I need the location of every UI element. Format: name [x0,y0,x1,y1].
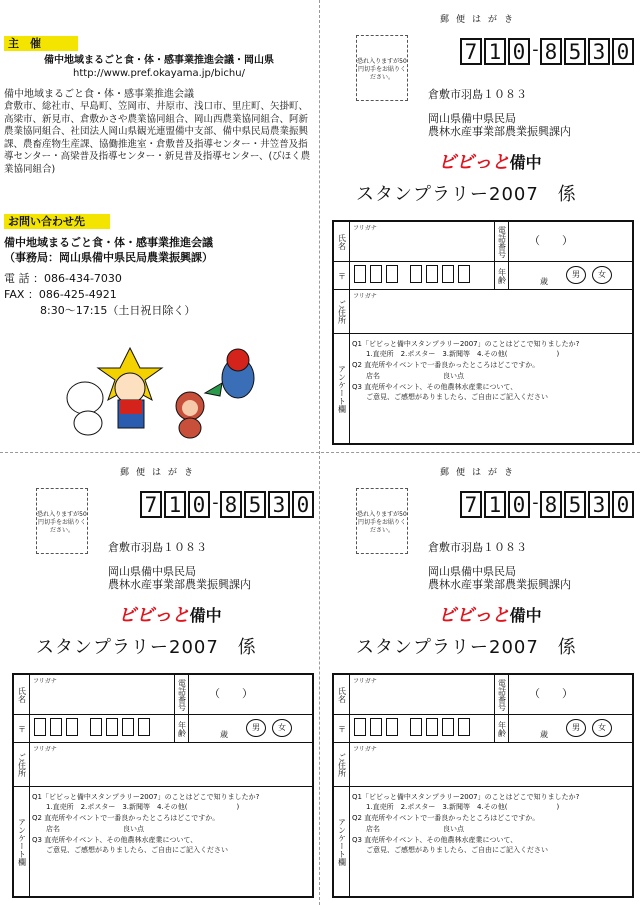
logo-red-text: ビビっと [438,152,510,173]
question-3-note: ご意見、ご感想がありましたら、ご自由にご記入ください [366,846,548,854]
phone-field[interactable]: （ ） [529,687,573,700]
question-3: Q3 直売所やイベント、その他農林水産業について、 [32,836,198,844]
age-label: 年齢 [495,262,509,289]
contact-office: （事務局：岡山県備中県民局農業振興課） [4,251,213,264]
furigana-label: フリガナ [353,746,377,753]
zip-input-box[interactable] [354,718,366,736]
address-row [334,290,632,334]
question-3-note: ご意見、ご感想がありましたら、ご自由にご記入ください [366,393,548,401]
name-label: 氏名 [334,675,350,714]
logo-black-text: 備中 [509,606,542,625]
age-unit: 歳 [540,277,548,286]
question-1: Q1「ビビっと備中スタンプラリー2007」のことはどこで知りましたか? [352,793,580,801]
phone-label: 電話番号 [495,675,509,714]
address-label: ご住所 [334,743,350,786]
zip-digit: 5 [564,38,586,65]
address-line-2: 岡山県備中県民局 [428,112,516,125]
address-line-2: 岡山県備中県民局 [428,565,516,578]
zip-label: 〒 [14,715,30,742]
zip-input-box[interactable] [442,718,454,736]
zip-input-box[interactable] [370,265,382,283]
zip-code-boxes [460,491,636,518]
zip-input-box[interactable] [410,265,422,283]
question-1-options[interactable]: 1.直売所 2.ポスター 3.新聞等 4.その他( ) [366,803,560,811]
zip-separator: - [530,39,541,60]
address-label: ご住所 [334,290,350,333]
zip-digit: 7 [140,491,162,518]
zip-digit: 5 [244,491,266,518]
logo-red-text: ビビっと [118,605,190,626]
zip-separator: - [530,492,541,513]
male-option[interactable]: 男 [246,719,266,737]
contact-org: 備中地域まるごと食・体・感事業推進会議 [4,236,213,249]
logo-black-text: 備中 [189,606,222,625]
zip-digit: 0 [508,38,530,65]
furigana-label: フリガナ [353,678,377,685]
info-panel [0,0,318,450]
zip-digit: 0 [612,491,634,518]
zip-age-row [334,262,632,290]
phone-field[interactable]: （ ） [209,687,253,700]
zip-digit: 7 [460,38,482,65]
phone-field[interactable]: （ ） [529,234,573,247]
stamp-box: 恐れ入りますが50円切手をお貼りください。 [356,35,408,101]
zip-digit: 0 [612,38,634,65]
event-logo [438,601,542,627]
male-option[interactable]: 男 [566,266,586,284]
furigana-label: フリガナ [353,225,377,232]
zip-digit: 3 [268,491,290,518]
question-2-fields[interactable]: 店名 良い点 [46,825,144,833]
question-1: Q1「ビビっと備中スタンプラリー2007」のことはどこで知りましたか? [352,340,580,348]
member-list: 倉敷市、総社市、早島町、笠岡市、井原市、浅口市、里庄町、矢掛町、高梁市、新見市、倉敷かさや農業協同組合、岡山西農業協同組合、阿新農業協同組合、社団法人岡山県観光連盟備中支部、備中県民局農業振興課、農畜産物生産課、協働推進室・倉敷普及指導センター・井笠普及指導センター・高梁普及指導センター・新見普及指導センター、(びほく農業協同組合) [4,101,311,175]
reply-form [12,673,314,898]
question-3: Q3 直売所やイベント、その他農林水産業について、 [352,383,518,391]
zip-input-box[interactable] [386,718,398,736]
address-line-3: 農林水産事業部農業振興課内 [428,578,571,591]
zip-label: 〒 [334,715,350,742]
name-row [334,222,632,262]
sponsor-url[interactable]: http://www.pref.okayama.jp/bichu/ [73,68,245,79]
sponsor-name: 備中地域まるごと食・体・感事業推進会議・岡山県 [44,55,274,66]
name-label: 氏名 [334,222,350,261]
zip-input-box[interactable] [106,718,118,736]
zip-digit: 1 [484,491,506,518]
question-2-fields[interactable]: 店名 良い点 [366,825,464,833]
male-option[interactable]: 男 [566,719,586,737]
question-3: Q3 直売所やイベント、その他農林水産業について、 [352,836,518,844]
survey-label: アンケート欄 [334,787,350,896]
zip-digit: 8 [540,491,562,518]
female-option[interactable]: 女 [592,719,612,737]
card-header: 郵便はがき [439,468,520,478]
zip-input-box[interactable] [426,718,438,736]
furigana-label: フリガナ [33,746,57,753]
zip-input-box[interactable] [442,265,454,283]
phone-label: 電話番号 [495,222,509,261]
zip-input-box[interactable] [66,718,78,736]
address-line-3: 農林水産事業部農業振興課内 [108,578,251,591]
name-row [14,675,312,715]
survey-row [334,787,632,896]
age-unit: 歳 [540,730,548,739]
stamp-box: 恐れ入りますが50円切手をお貼りください。 [356,488,408,554]
address-label: ご住所 [14,743,30,786]
zip-code-boxes [140,491,316,518]
contact-tag: お問い合わせ先 [4,214,110,229]
card-header: 郵便はがき [439,15,520,25]
zip-input-box[interactable] [50,718,62,736]
furigana-label: フリガナ [353,293,377,300]
postcard-3 [320,453,640,905]
female-option[interactable]: 女 [272,719,292,737]
zip-digit: 3 [588,38,610,65]
zip-age-row [334,715,632,743]
zip-input-box[interactable] [354,265,366,283]
survey-label: アンケート欄 [14,787,30,896]
furigana-label: フリガナ [33,678,57,685]
event-logo [438,148,542,174]
stamp-box: 恐れ入りますが50円切手をお貼りください。 [36,488,88,554]
female-option[interactable]: 女 [592,266,612,284]
reply-form [332,673,634,898]
zip-digit: 8 [540,38,562,65]
recipient-title: スタンプラリー2007 係 [356,184,577,205]
zip-input-box[interactable] [122,718,134,736]
zip-input-box[interactable] [386,265,398,283]
question-3-note: ご意見、ご感想がありましたら、ご自由にご記入ください [46,846,228,854]
question-1-options[interactable]: 1.直売所 2.ポスター 3.新聞等 4.その他( ) [366,350,560,358]
name-row [334,675,632,715]
address-row [334,743,632,787]
zip-input-box[interactable] [458,265,470,283]
reply-form [332,220,634,445]
question-2: Q2 直売所やイベントで一番良かったところはどこですか。 [352,814,540,822]
contact-fax: FAX ：086-425-4921 [4,288,117,301]
survey-label: アンケート欄 [334,334,350,443]
zip-input-box[interactable] [458,718,470,736]
question-1-options[interactable]: 1.直売所 2.ポスター 3.新聞等 4.その他( ) [46,803,240,811]
survey-row [14,787,312,896]
contact-hours: 8:30〜17:15（土日祝日除く） [40,304,196,317]
question-2: Q2 直売所やイベントで一番良かったところはどこですか。 [32,814,220,822]
address-row [14,743,312,787]
age-label: 年齢 [495,715,509,742]
zip-digit: 0 [188,491,210,518]
zip-input-box[interactable] [138,718,150,736]
question-2: Q2 直売所やイベントで一番良かったところはどこですか。 [352,361,540,369]
zip-label: 〒 [334,262,350,289]
logo-red-text: ビビっと [438,605,510,626]
zip-digit: 0 [292,491,314,518]
sponsor-tag: 主 催 [4,36,78,51]
zip-input-box[interactable] [370,718,382,736]
zip-input-box[interactable] [90,718,102,736]
zip-age-row [14,715,312,743]
zip-input-box[interactable] [410,718,422,736]
zip-digit: 1 [164,491,186,518]
postcard-1 [320,0,640,452]
zip-digit: 7 [460,491,482,518]
zip-digit: 1 [484,38,506,65]
recipient-title: スタンプラリー2007 係 [356,637,577,658]
zip-separator: - [210,492,221,513]
name-label: 氏名 [14,675,30,714]
age-label: 年齢 [175,715,189,742]
zip-digit: 8 [220,491,242,518]
address-line-2: 岡山県備中県民局 [108,565,196,578]
address-line-1: 倉敷市羽島１０８３ [428,88,527,101]
question-1: Q1「ビビっと備中スタンプラリー2007」のことはどこで知りましたか? [32,793,260,801]
event-logo [118,601,222,627]
contact-tel: 電 話 ：086-434-7030 [4,272,122,285]
card-header: 郵便はがき [119,468,200,478]
zip-input-box[interactable] [426,265,438,283]
council-title: 備中地域まるごと食・体・感事業推進会議 [4,89,194,100]
address-line-1: 倉敷市羽島１０８３ [428,541,527,554]
recipient-title: スタンプラリー2007 係 [36,637,257,658]
phone-label: 電話番号 [175,675,189,714]
mascot-illustration [60,338,270,443]
postcard-2 [0,453,320,905]
question-2-fields[interactable]: 店名 良い点 [366,372,464,380]
zip-digit: 5 [564,491,586,518]
zip-digit: 0 [508,491,530,518]
age-unit: 歳 [220,730,228,739]
logo-black-text: 備中 [509,153,542,172]
address-line-1: 倉敷市羽島１０８３ [108,541,207,554]
zip-input-box[interactable] [34,718,46,736]
survey-row [334,334,632,443]
address-line-3: 農林水産事業部農業振興課内 [428,125,571,138]
zip-code-boxes [460,38,636,65]
zip-digit: 3 [588,491,610,518]
